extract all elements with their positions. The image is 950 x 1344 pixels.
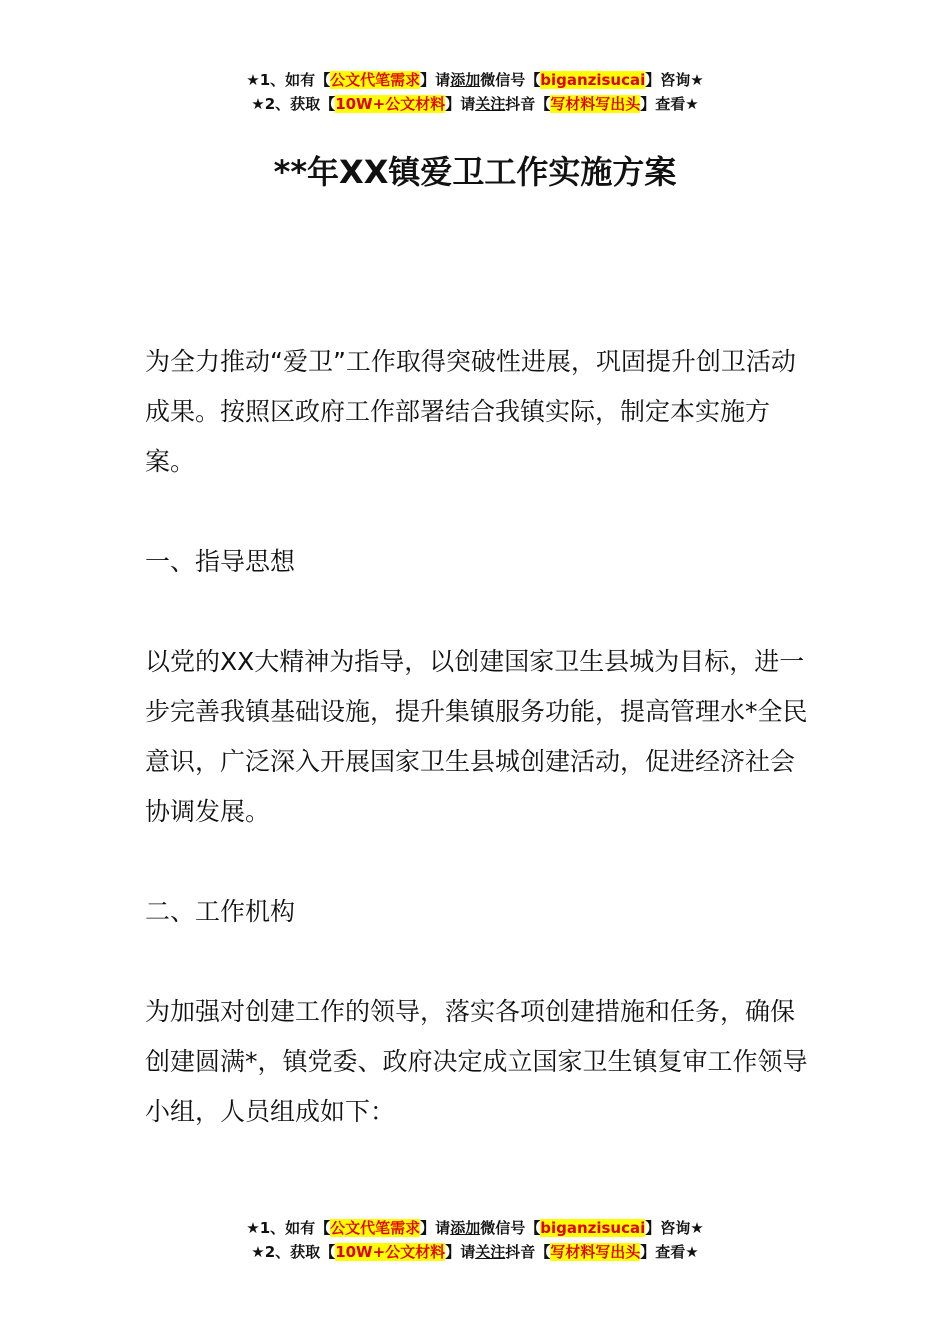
promo-add-underlined: 添加 [450,71,481,89]
promo-douyin-account-highlight: 写材料写出头 [550,95,641,113]
promo-add-underlined: 添加 [450,1219,481,1237]
promo-line-1-text: 】请 [420,1219,451,1237]
promo-line-2-suffix: 】查看★ [640,1243,699,1261]
promo-line-1 [0,68,950,92]
promo-materials-highlight: 10W+公文材料 [335,1243,446,1261]
promo-line-1-suffix: 】咨询★ [645,1219,704,1237]
promo-wechat-id-highlight: biganzisucai [540,71,646,89]
promo-line-2 [0,1240,950,1264]
promo-line-2-text-2: 抖音【 [505,95,551,113]
promo-materials-highlight: 10W+公文材料 [335,95,446,113]
promo-line-2-text: 】请 [445,1243,476,1261]
promo-line-1-text-2: 微信号【 [480,71,541,89]
document-body [145,337,810,1187]
promo-line-1-text: 】请 [420,71,451,89]
guiding-ideology-paragraph: 以党的XX大精神为指导，以创建国家卫生县城为目标，进一步完善我镇基础设施，提升集镇服务功能，提高管理水*全民意识，广泛深入开展国家卫生县城创建活动，促进经济社会协调发展。 [145,647,808,826]
promo-service-highlight: 公文代笔需求 [330,1219,421,1237]
promo-line-2-prefix: ★2、获取【 [251,95,336,113]
section-heading-work-organization: 二、工作机构 [145,897,296,926]
top-promo-banner [0,68,950,116]
bottom-promo-banner [0,1216,950,1264]
promo-line-1-prefix: ★1、如有【 [246,71,331,89]
promo-line-1-prefix: ★1、如有【 [246,1219,331,1237]
promo-line-2-text: 】请 [445,95,476,113]
promo-line-1 [0,1216,950,1240]
promo-follow-underlined: 关注 [475,95,506,113]
promo-follow-underlined: 关注 [475,1243,506,1261]
promo-line-1-text-2: 微信号【 [480,1219,541,1237]
promo-line-1-suffix: 】咨询★ [645,71,704,89]
promo-line-2-suffix: 】查看★ [640,95,699,113]
promo-wechat-id-highlight: biganzisucai [540,1219,646,1237]
section-heading-guiding-ideology: 一、指导思想 [145,547,296,576]
promo-line-2-prefix: ★2、获取【 [251,1243,336,1261]
document-title: **年XX镇爱卫工作实施方案 [273,153,677,191]
promo-douyin-account-highlight: 写材料写出头 [550,1243,641,1261]
promo-line-2 [0,92,950,116]
work-organization-paragraph: 为加强对创建工作的领导，落实各项创建措施和任务，确保创建圆满*，镇党委、政府决定成立国家卫生镇复审工作领导小组，人员组成如下： [145,997,808,1126]
intro-paragraph: 为全力推动“爱卫”工作取得突破性进展，巩固提升创卫活动成果。按照区政府工作部署结合我镇实际，制定本实施方案。 [145,347,796,476]
promo-service-highlight: 公文代笔需求 [330,71,421,89]
promo-line-2-text-2: 抖音【 [505,1243,551,1261]
